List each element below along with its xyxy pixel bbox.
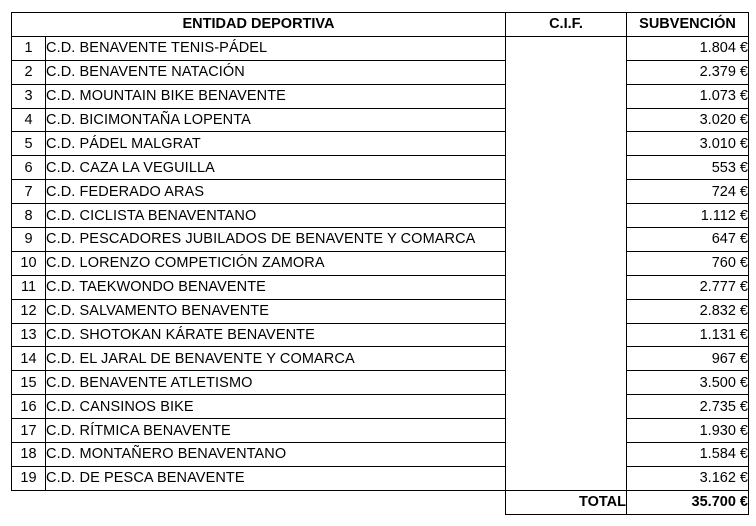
table-row (12, 275, 749, 299)
entity-name: C.D. PÁDEL MALGRAT (46, 132, 506, 156)
grant-amount: 1.804 € (627, 36, 749, 60)
cif-column-blank (506, 36, 627, 490)
table-row (12, 323, 749, 347)
grant-amount: 3.500 € (627, 371, 749, 395)
table-row (12, 466, 749, 490)
header-row (12, 13, 749, 37)
table-row (12, 395, 749, 419)
table-row (12, 180, 749, 204)
entity-name: C.D. DE PESCA BENAVENTE (46, 466, 506, 490)
grant-amount: 967 € (627, 347, 749, 371)
row-number: 19 (12, 466, 46, 490)
grant-amount: 1.930 € (627, 419, 749, 443)
header-entity: ENTIDAD DEPORTIVA (12, 13, 506, 37)
row-number: 14 (12, 347, 46, 371)
row-number: 16 (12, 395, 46, 419)
row-number: 12 (12, 299, 46, 323)
grant-amount: 3.020 € (627, 108, 749, 132)
grant-amount: 1.112 € (627, 204, 749, 228)
table-row (12, 299, 749, 323)
table-row (12, 419, 749, 443)
row-number: 4 (12, 108, 46, 132)
row-number: 3 (12, 84, 46, 108)
entity-name: C.D. CANSINOS BIKE (46, 395, 506, 419)
entity-name: C.D. BENAVENTE ATLETISMO (46, 371, 506, 395)
entity-name: C.D. RÍTMICA BENAVENTE (46, 419, 506, 443)
row-number: 10 (12, 251, 46, 275)
table-row (12, 204, 749, 228)
table-row (12, 36, 749, 60)
grant-amount: 724 € (627, 180, 749, 204)
row-number: 1 (12, 36, 46, 60)
table-row (12, 251, 749, 275)
table-row (12, 347, 749, 371)
entity-name: C.D. BENAVENTE TENIS-PÁDEL (46, 36, 506, 60)
table-row (12, 60, 749, 84)
total-row (12, 490, 749, 514)
row-number: 17 (12, 419, 46, 443)
row-number: 18 (12, 443, 46, 467)
entity-name: C.D. FEDERADO ARAS (46, 180, 506, 204)
grant-amount: 1.584 € (627, 443, 749, 467)
grant-amount: 3.162 € (627, 466, 749, 490)
entity-name: C.D. TAEKWONDO BENAVENTE (46, 275, 506, 299)
total-amount: 35.700 € (627, 490, 749, 514)
row-number: 7 (12, 180, 46, 204)
header-cif: C.I.F. (506, 13, 627, 37)
grant-amount: 2.379 € (627, 60, 749, 84)
row-number: 13 (12, 323, 46, 347)
grant-amount: 2.777 € (627, 275, 749, 299)
row-number: 6 (12, 156, 46, 180)
grant-amount: 3.010 € (627, 132, 749, 156)
entity-name: C.D. CICLISTA BENAVENTANO (46, 204, 506, 228)
entity-name: C.D. PESCADORES JUBILADOS DE BENAVENTE Y COMARCA (46, 228, 506, 252)
row-number: 15 (12, 371, 46, 395)
entity-name: C.D. EL JARAL DE BENAVENTE Y COMARCA (46, 347, 506, 371)
row-number: 5 (12, 132, 46, 156)
grant-amount: 760 € (627, 251, 749, 275)
table-row (12, 132, 749, 156)
row-number: 8 (12, 204, 46, 228)
grant-amount: 1.073 € (627, 84, 749, 108)
grants-table (11, 12, 749, 515)
table-row (12, 156, 749, 180)
table-row (12, 371, 749, 395)
row-number: 11 (12, 275, 46, 299)
total-label: TOTAL (506, 490, 627, 514)
grant-amount: 647 € (627, 228, 749, 252)
table-row (12, 443, 749, 467)
entity-name: C.D. MOUNTAIN BIKE BENAVENTE (46, 84, 506, 108)
grant-amount: 2.735 € (627, 395, 749, 419)
grant-amount: 2.832 € (627, 299, 749, 323)
grant-amount: 1.131 € (627, 323, 749, 347)
table-row (12, 228, 749, 252)
entity-name: C.D. SHOTOKAN KÁRATE BENAVENTE (46, 323, 506, 347)
table-row (12, 84, 749, 108)
total-row-blank (12, 490, 506, 514)
table-row (12, 108, 749, 132)
row-number: 9 (12, 228, 46, 252)
row-number: 2 (12, 60, 46, 84)
entity-name: C.D. SALVAMENTO BENAVENTE (46, 299, 506, 323)
grant-amount: 553 € (627, 156, 749, 180)
entity-name: C.D. MONTAÑERO BENAVENTANO (46, 443, 506, 467)
header-grant: SUBVENCIÓN (627, 13, 749, 37)
entity-name: C.D. CAZA LA VEGUILLA (46, 156, 506, 180)
entity-name: C.D. BENAVENTE NATACIÓN (46, 60, 506, 84)
entity-name: C.D. LORENZO COMPETICIÓN ZAMORA (46, 251, 506, 275)
entity-name: C.D. BICIMONTAÑA LOPENTA (46, 108, 506, 132)
